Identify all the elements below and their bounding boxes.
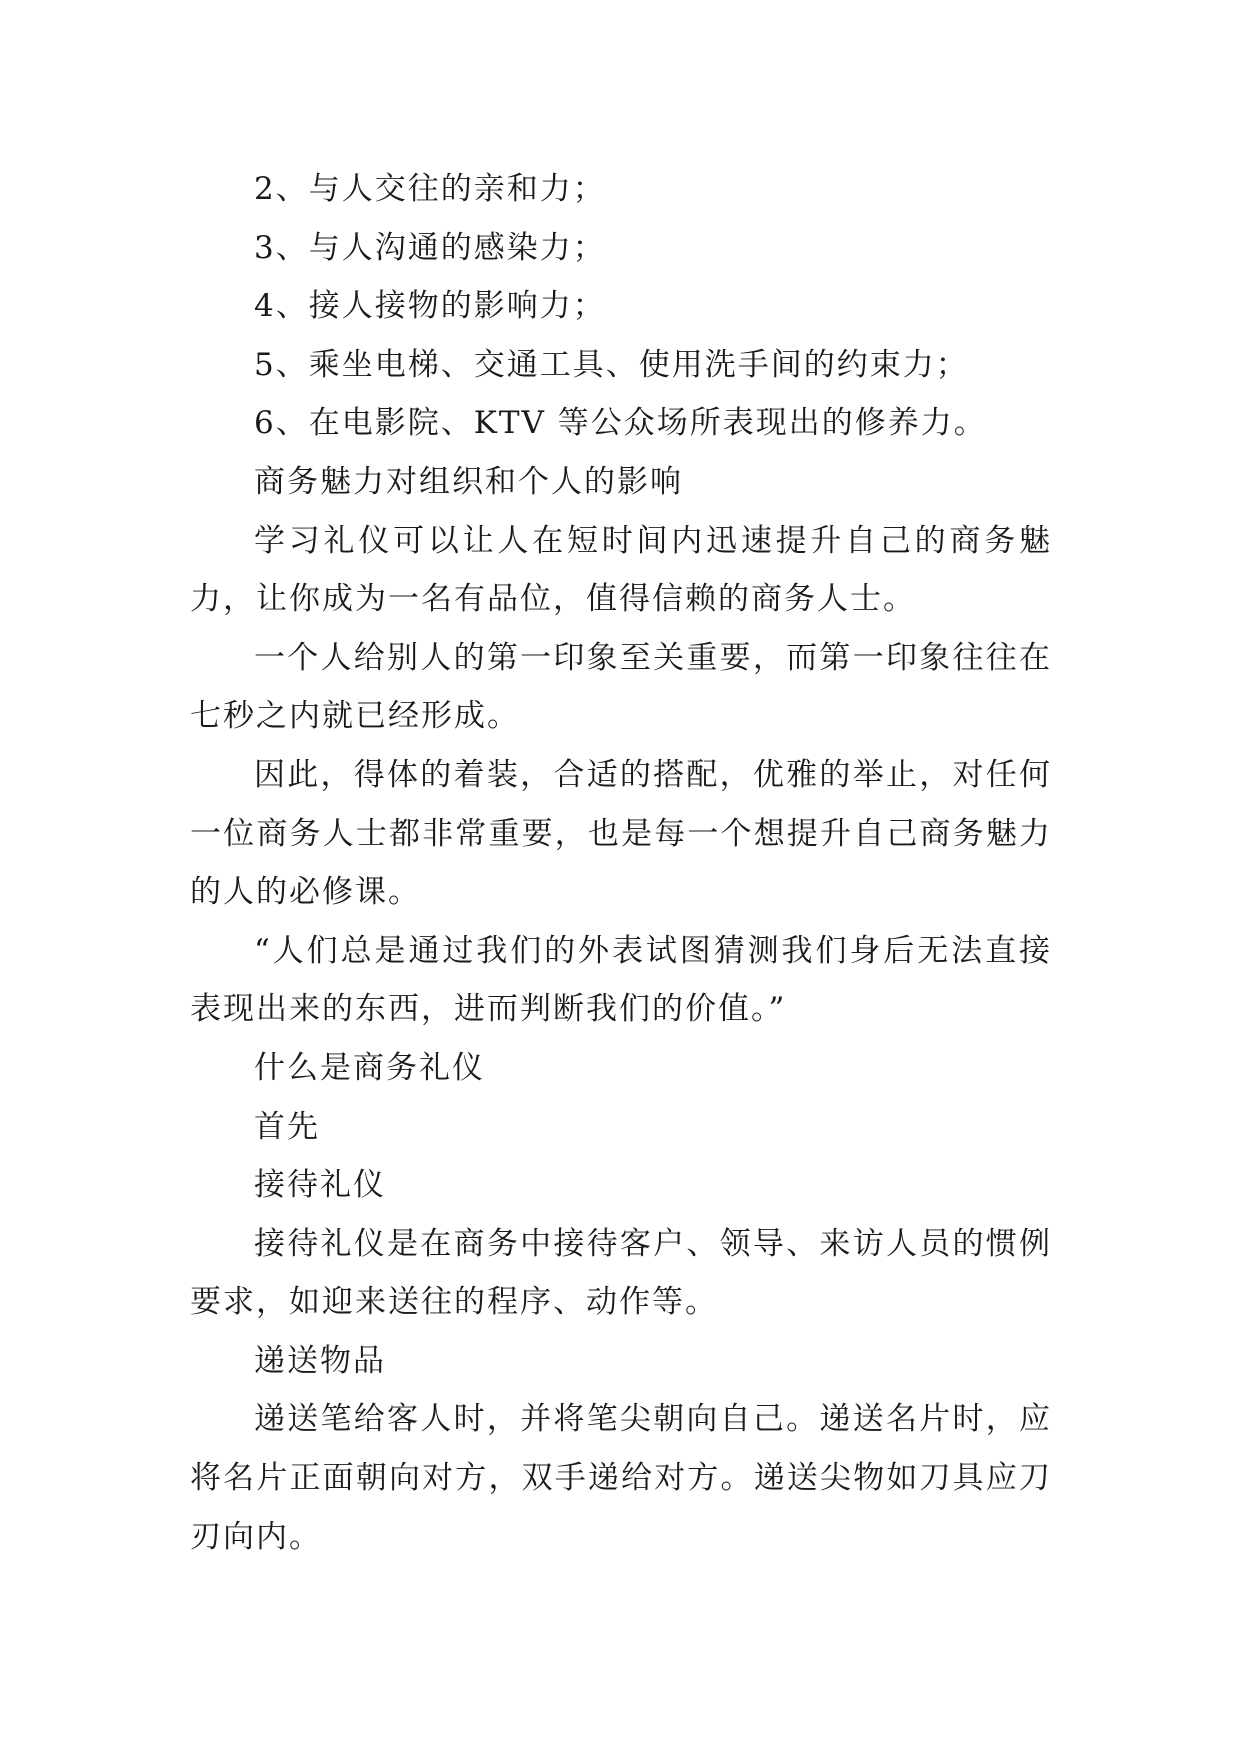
section-heading-handing-items: 递送物品 <box>254 1342 386 1379</box>
paragraph-quote: “人们总是通过我们的外表试图猜测我们身后无法直接表现出来的东西，进而判断我们的价值。” <box>190 932 1052 1028</box>
section-heading-reception: 接待礼仪 <box>254 1167 386 1204</box>
document-page <box>190 160 1052 1566</box>
paragraph-reception: 接待礼仪是在商务中接待客户、领导、来访人员的惯例要求，如迎来送往的程序、动作等。 <box>190 1225 1052 1321</box>
paragraph-handing-items: 递送笔给客人时，并将笔尖朝向自己。递送名片时，应将名片正面朝向对方，双手递给对方。递送尖物如刀具应刀刃向内。 <box>190 1401 1052 1555</box>
paragraph-attire-importance: 因此，得体的着装，合适的搭配，优雅的举止，对任何一位商务人士都非常重要，也是每一个想提升自己商务魅力的人的必修课。 <box>190 756 1052 911</box>
list-item-3: 3、与人沟通的感染力； <box>254 229 606 266</box>
list-item-6: 6、在电影院、KTV 等公众场所表现出的修养力。 <box>254 405 987 442</box>
section-heading-first: 首先 <box>254 1108 320 1145</box>
section-heading-influence: 商务魅力对组织和个人的影响 <box>254 463 683 500</box>
paragraph-etiquette-benefit: 学习礼仪可以让人在短时间内迅速提升自己的商务魅力，让你成为一名有品位，值得信赖的商务人士。 <box>190 522 1052 618</box>
list-item-2: 2、与人交往的亲和力； <box>254 171 606 207</box>
section-heading-what-is: 什么是商务礼仪 <box>254 1049 485 1086</box>
paragraph-first-impression: 一个人给别人的第一印象至关重要，而第一印象往往在七秒之内就已经形成。 <box>190 639 1052 735</box>
list-item-5: 5、乘坐电梯、交通工具、使用洗手间的约束力； <box>254 346 969 383</box>
list-item-4: 4、接人接物的影响力； <box>254 288 606 325</box>
